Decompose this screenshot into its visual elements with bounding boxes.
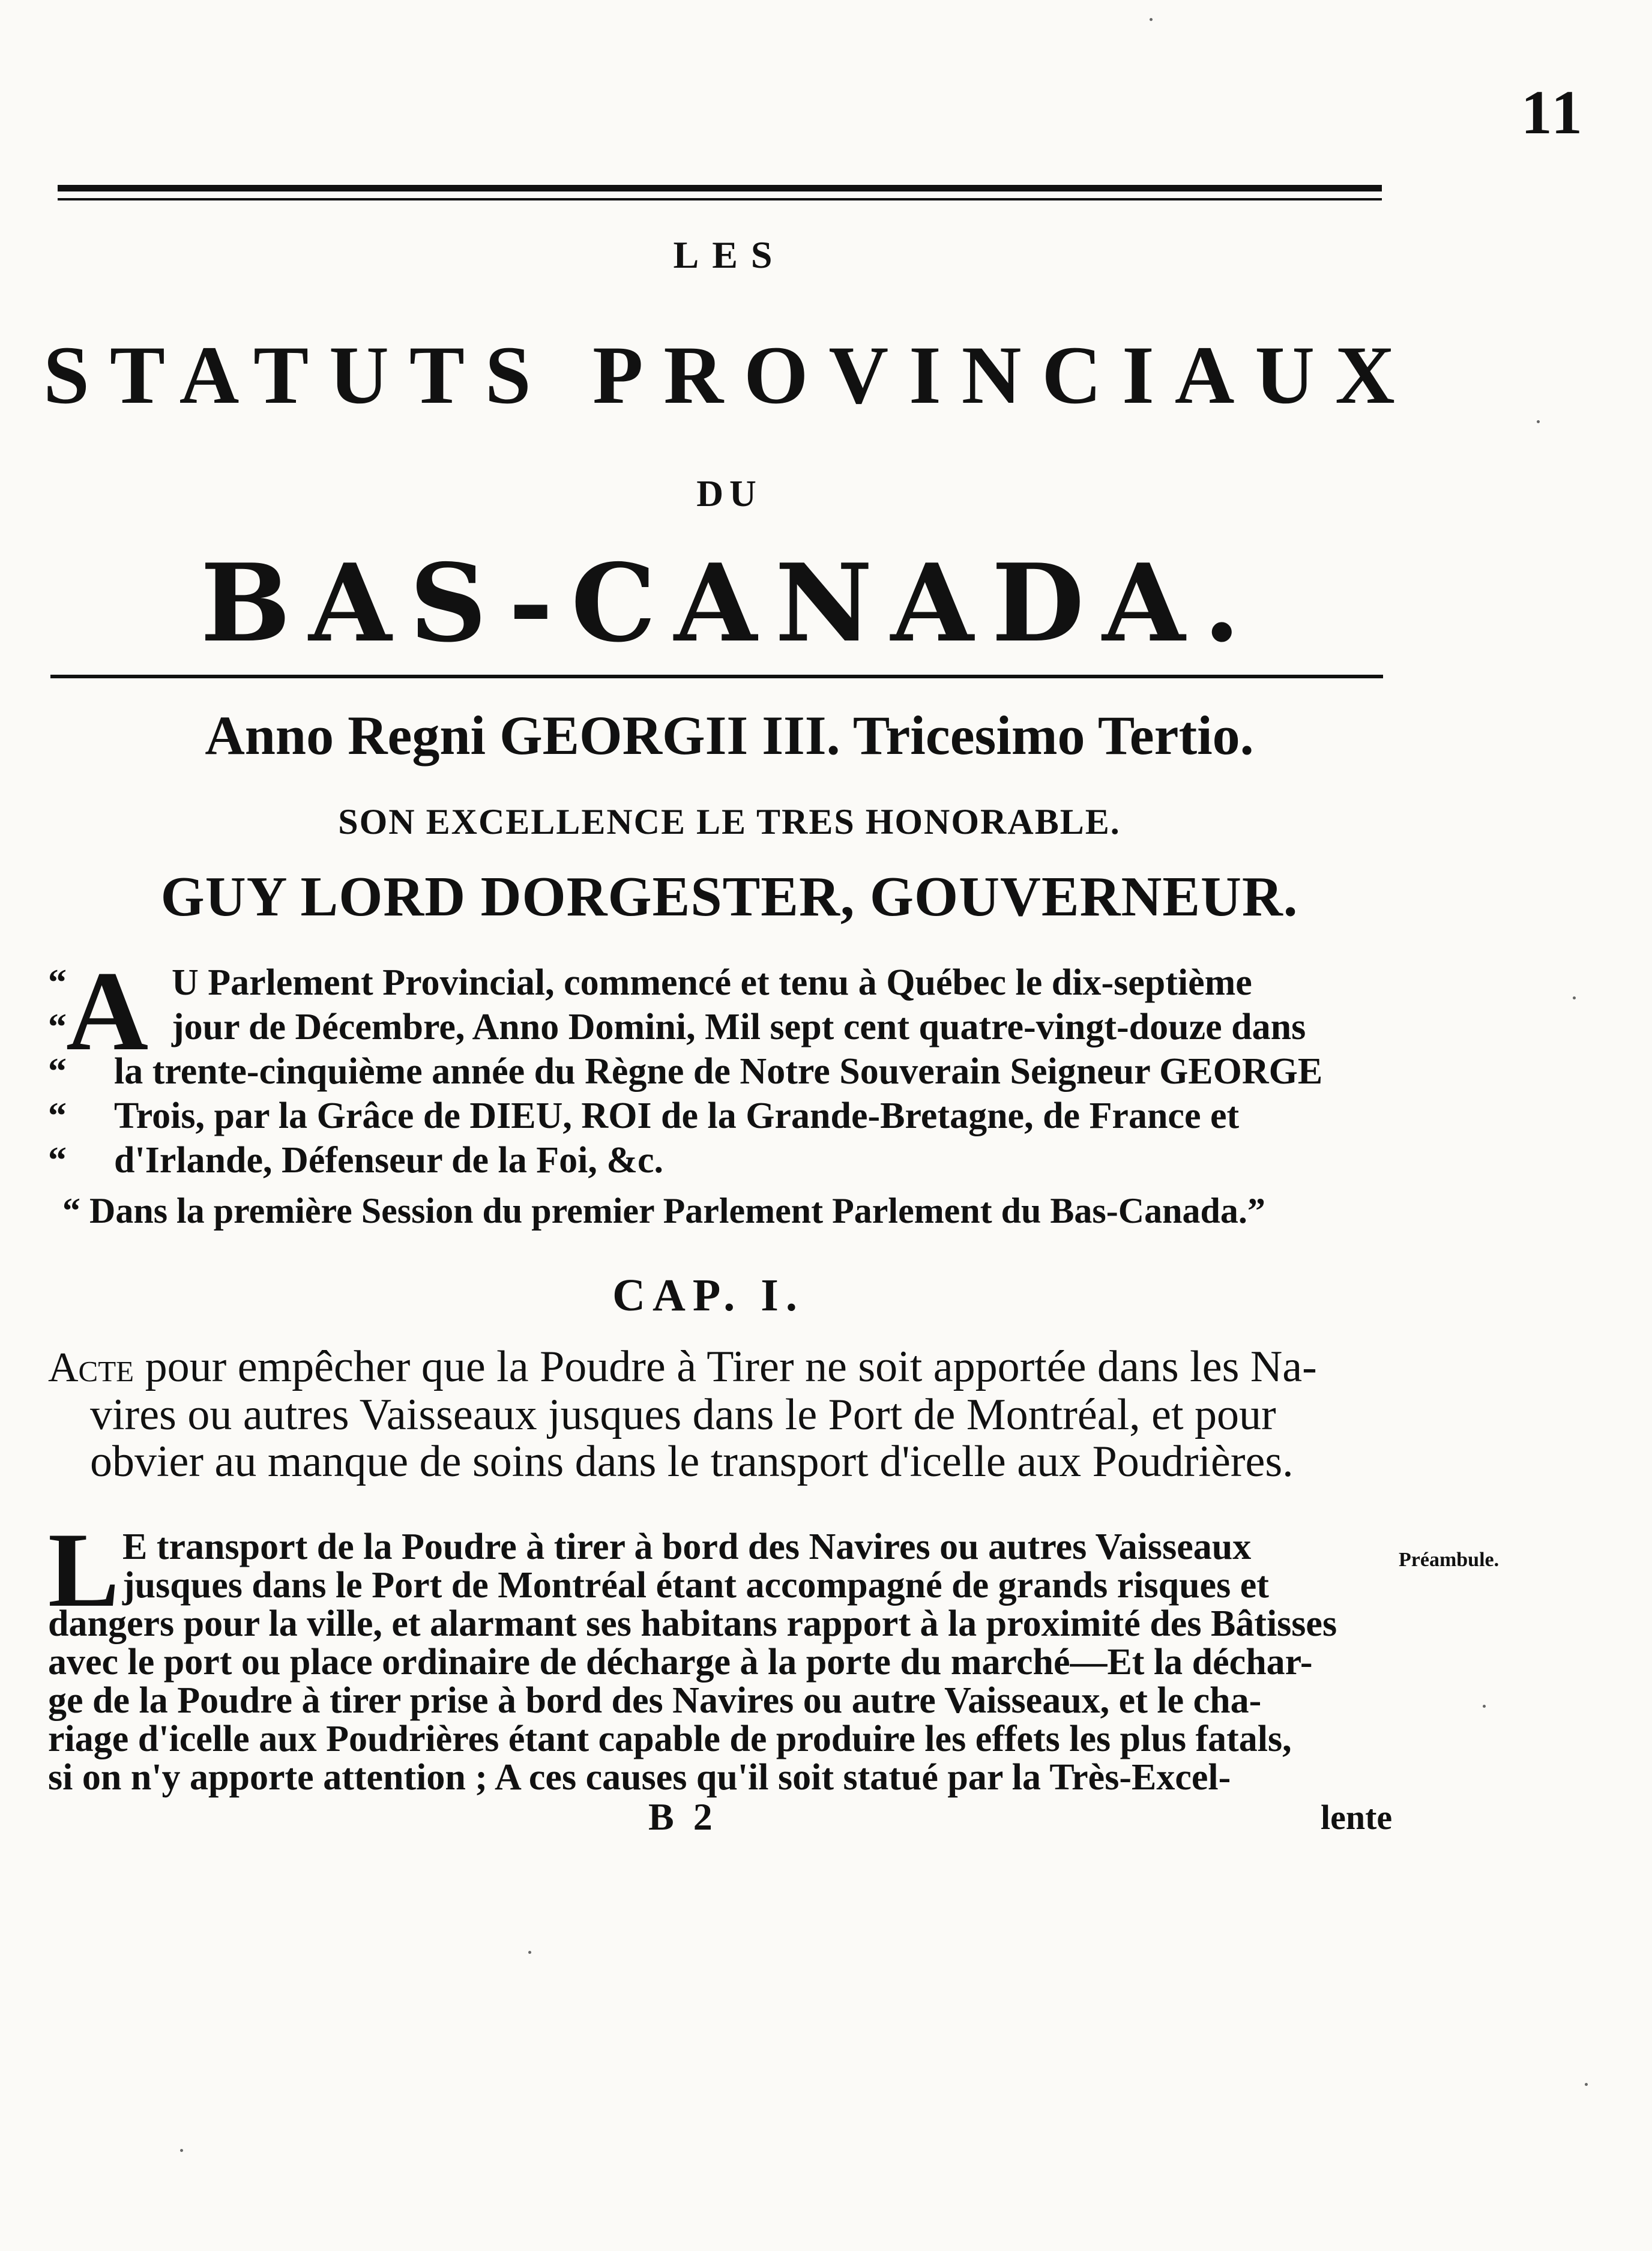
act-title <box>48 1343 1393 1485</box>
top-double-rule <box>58 185 1382 200</box>
act-line-text: pour empêcher que la Poudre à Tirer ne soit apportée dans les Na- <box>134 1342 1317 1391</box>
intro-line-text: Trois, par la Grâce de DIEU, ROI de la Grande-Bretagne, de France et <box>114 1095 1240 1136</box>
session-line: “ Dans la première Session du premier Parlement Parlement du Bas-Canada.” <box>62 1191 1265 1231</box>
body-line: si on n'y apporte attention ; A ces causes qu'il soit statué par la Très-Excel- <box>48 1757 1231 1798</box>
intro-line-text: jour de Décembre, Anno Domini, Mil sept cent quatre-vingt-douze dans <box>172 1007 1306 1047</box>
body-line-text: E transport de la Poudre à tirer à bord des Navires ou autres Vaisseaux <box>122 1526 1252 1567</box>
title-statuts-provinciaux: STATUTS PROVINCIAUX <box>43 329 1415 421</box>
quote-mark: “ <box>48 962 67 1003</box>
body-line: ge de la Poudre à tirer prise à bord des Navires ou autre Vaisseaux, et le cha- <box>48 1680 1262 1721</box>
act-title-line <box>48 1343 1393 1391</box>
act-first-word: Acte <box>48 1345 134 1391</box>
paper-speck <box>1483 1705 1486 1708</box>
regnal-year: Anno Regni GEORGII III. Tricesimo Tertio. <box>205 705 1254 766</box>
title-rule <box>50 675 1383 678</box>
page-number: 11 <box>1521 78 1585 147</box>
paper-speck <box>1573 996 1576 999</box>
excellence-line: SON EXCELLENCE LE TRES HONORABLE. <box>338 802 1121 842</box>
margin-note-preambule: Préambule. <box>1399 1549 1500 1571</box>
intro-drop-cap: A <box>66 948 149 1074</box>
paper-speck <box>1537 420 1540 423</box>
quote-mark: “ <box>48 1095 67 1136</box>
act-title-line: vires ou autres Vaisseaux jusques dans le Port de Montréal, et pour <box>90 1390 1276 1439</box>
title-du: DU <box>696 474 762 514</box>
intro-line <box>48 1094 1393 1138</box>
body-line <box>48 1528 1393 1566</box>
quote-mark: “ <box>48 1140 67 1181</box>
title-bas-canada: BAS-CANADA. <box>200 540 1259 666</box>
paper-speck <box>528 1951 531 1954</box>
paper-speck <box>180 2149 183 2152</box>
catchword: lente <box>1321 1798 1393 1837</box>
intro-line-text: la trente-cinquième année du Règne de Notre Souverain Seigneur GEORGE <box>114 1051 1323 1092</box>
intro-line <box>48 1138 1393 1183</box>
paper-speck <box>1585 2083 1588 2086</box>
intro-line-text: d'Irlande, Défenseur de la Foi, &c. <box>114 1140 664 1181</box>
body-line <box>48 1566 1393 1605</box>
chapter-heading: CAP. I. <box>612 1270 804 1321</box>
body-line: dangers pour la ville, et alarmant ses habitans rapport à la proximité des Bâtisses <box>48 1603 1337 1644</box>
body-line-text: jusques dans le Port de Montréal étant accompagné de grands risques et <box>122 1565 1269 1606</box>
quote-mark: “ <box>48 1051 67 1092</box>
title-les: LES <box>673 234 786 276</box>
act-title-line: obvier au manque de soins dans le transport d'icelle aux Poudrières. <box>90 1437 1294 1486</box>
paper-speck <box>1150 18 1153 21</box>
signature-mark: B 2 <box>648 1795 717 1838</box>
preamble-paragraph <box>48 1528 1393 1797</box>
body-drop-cap: L <box>48 1510 119 1629</box>
intro-line <box>48 1005 1393 1049</box>
governor-line: GUY LORD DORGESTER, GOUVERNEUR. <box>160 866 1298 928</box>
intro-paragraph <box>48 948 1393 1183</box>
quote-mark: “ <box>48 1007 67 1047</box>
intro-line <box>48 960 1393 1005</box>
body-line: riage d'icelle aux Poudrières étant capable de produire les effets les plus fatals, <box>48 1719 1292 1759</box>
intro-line-text: U Parlement Provincial, commencé et tenu à Québec le dix-septième <box>172 962 1252 1003</box>
intro-line <box>48 1049 1393 1094</box>
body-line: avec le port ou place ordinaire de décharge à la porte du marché—Et la déchar- <box>48 1642 1313 1683</box>
